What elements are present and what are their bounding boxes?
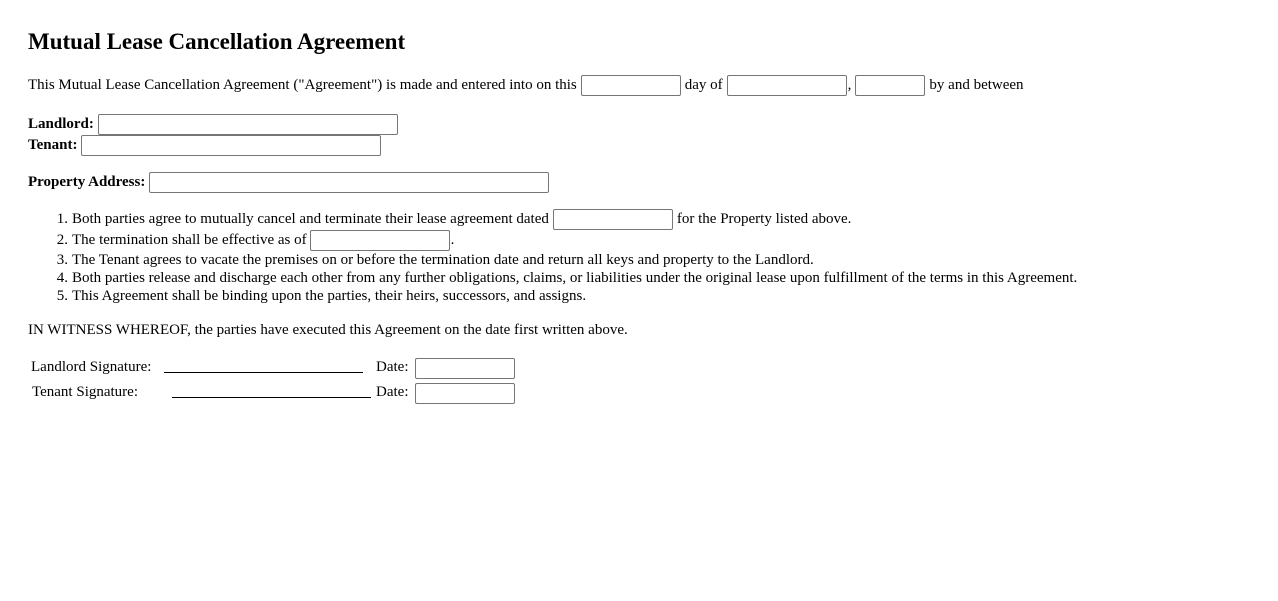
list-number: 4. <box>56 269 68 286</box>
tenant-label: Tenant: <box>28 137 78 153</box>
term-text: for the Property listed above. <box>676 210 852 227</box>
tenant-signature-label: Tenant Signature: <box>32 384 139 400</box>
month-field[interactable] <box>727 75 847 96</box>
by-and-between-text: by and between <box>929 77 1024 93</box>
effective-date-field[interactable] <box>310 230 450 251</box>
term-text: The Tenant agrees to vacate the premises on or before the termination date and return all keys and property to the Landlord. <box>72 251 814 268</box>
tenant-signature-line[interactable] <box>172 397 371 398</box>
lease-date-field[interactable] <box>553 209 673 230</box>
property-line <box>28 172 553 192</box>
landlord-label: Landlord: <box>28 116 94 132</box>
term-text: This Agreement shall be binding upon the parties, their heirs, successors, and assigns. <box>72 287 587 304</box>
landlord-date-field[interactable] <box>415 358 515 379</box>
property-address-field[interactable] <box>149 172 549 193</box>
intro-text: This Mutual Lease Cancellation Agreement ("Agreement") is made and entered into on this <box>28 77 577 93</box>
date-label: Date: <box>376 359 409 375</box>
tenant-date-field[interactable] <box>415 383 515 404</box>
list-number: 2. <box>56 232 68 248</box>
date-label: Date: <box>376 384 409 400</box>
page-title: Mutual Lease Cancellation Agreement <box>28 29 406 54</box>
tenant-field[interactable] <box>81 135 381 156</box>
term-text: Both parties release and discharge each other from any further obligations, claims, or liabilities under the original lease upon fulfillment of the terms in this Agreement. <box>72 269 1078 286</box>
landlord-signature-label: Landlord Signature: <box>31 359 152 375</box>
property-address-label: Property Address: <box>28 174 146 190</box>
list-number: 5. <box>56 287 68 304</box>
landlord-line <box>28 114 402 134</box>
list-item <box>52 251 1077 269</box>
day-of-text: day of <box>684 77 723 93</box>
term-text: Both parties agree to mutually cancel and terminate their lease agreement dated <box>72 210 549 227</box>
list-item <box>52 208 1077 230</box>
list-number: 3. <box>56 251 68 268</box>
term-text: The termination shall be effective as of <box>72 232 307 248</box>
landlord-signature-line[interactable] <box>164 372 363 373</box>
comma-text: , <box>847 77 852 93</box>
landlord-field[interactable] <box>98 114 398 135</box>
terms-list <box>52 208 1077 305</box>
day-field[interactable] <box>581 75 681 96</box>
list-item <box>52 230 1077 251</box>
list-number: 1. <box>56 210 68 227</box>
witness-text: IN WITNESS WHEREOF, the parties have executed this Agreement on the date first written above. <box>28 322 628 338</box>
intro-line <box>28 75 1024 95</box>
term-text: . <box>450 232 455 248</box>
witness-line <box>28 320 628 340</box>
list-item <box>52 269 1077 287</box>
list-item <box>52 287 1077 305</box>
year-field[interactable] <box>855 75 925 96</box>
tenant-line <box>28 135 385 155</box>
